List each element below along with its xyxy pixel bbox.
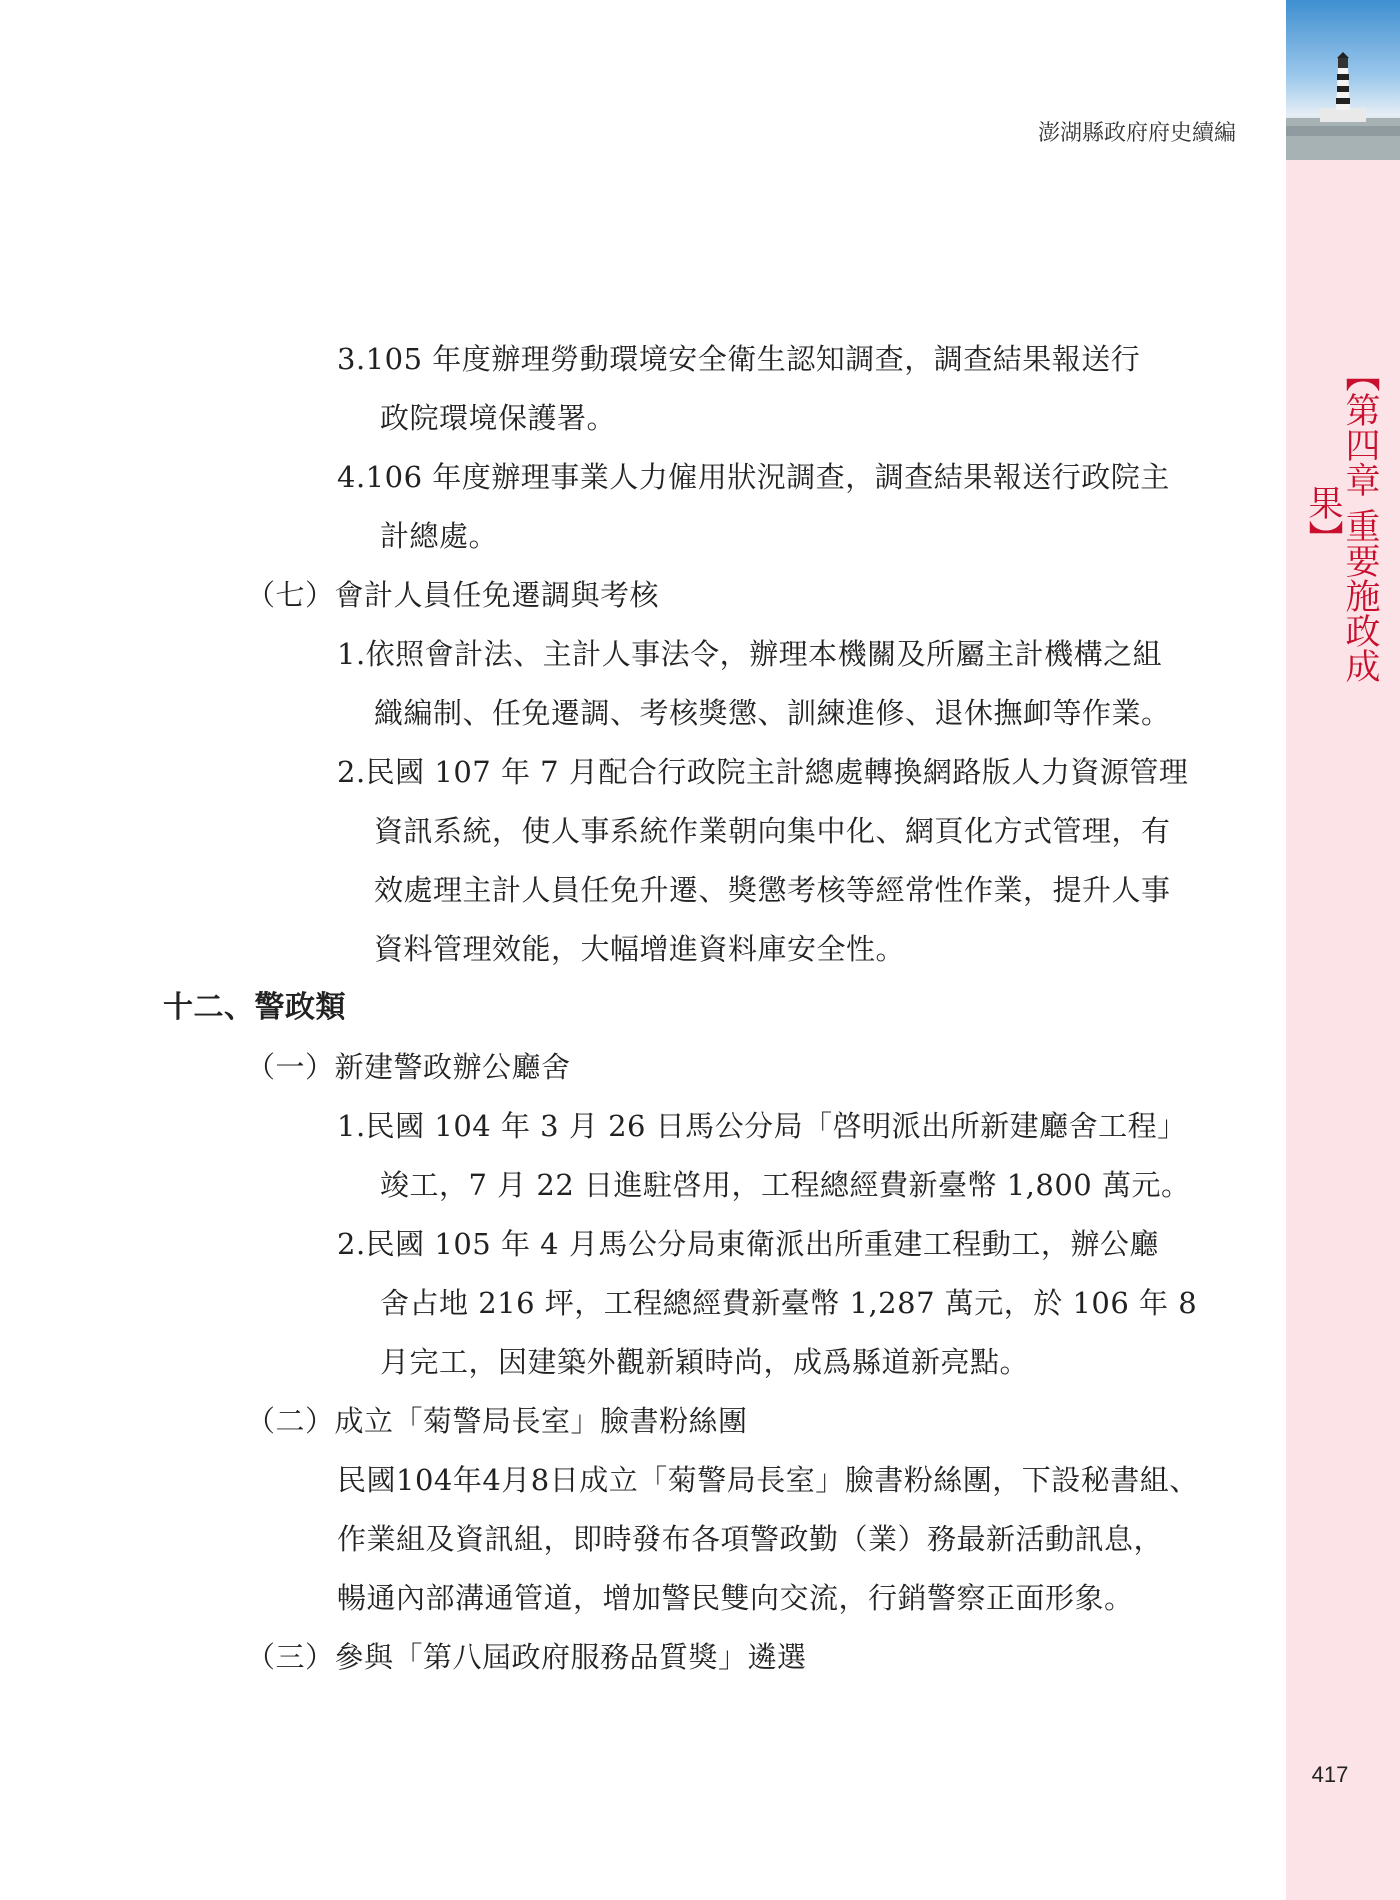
- text-line: 政院環境保護署。: [380, 401, 617, 435]
- text-line: 月完工，因建築外觀新穎時尚，成爲縣道新亮點。: [380, 1345, 1030, 1379]
- text-line: 效處理主計人員任免升遷、獎懲考核等經常性作業，提升人事: [374, 873, 1171, 907]
- running-head: 澎湖縣政府府史續編: [1037, 121, 1236, 146]
- text-line: 織編制、任免遷調、考核獎懲、訓練進修、退休撫卹等作業。: [374, 696, 1171, 730]
- section-heading: （三）參與「第八屆政府服務品質獎」遴選: [246, 1640, 807, 1674]
- text-line: 舍占地 216 坪，工程總經費新臺幣 1,287 萬元，於 106 年 8: [380, 1286, 1198, 1320]
- page-number: 417: [1311, 1762, 1349, 1787]
- text-line: 2.民國 105 年 4 月馬公分局東衛派出所重建工程動工，辦公廳: [337, 1227, 1159, 1261]
- section-heading: （二）成立「菊警局長室」臉書粉絲團: [246, 1404, 748, 1438]
- text-line: 作業組及資訊組，即時發布各項警政勤（業）務最新活動訊息，: [337, 1522, 1164, 1556]
- chapter-section-heading: 十二、警政類: [163, 990, 346, 1025]
- text-line: 3.105 年度辦理勞動環境安全衛生認知調查，調查結果報送行: [337, 342, 1141, 376]
- text-line: 資訊系統，使人事系統作業朝向集中化、網頁化方式管理，有: [374, 814, 1171, 848]
- text-line: 計總處。: [380, 519, 499, 553]
- text-line: 2.民國 107 年 7 月配合行政院主計總處轉換網路版人力資源管理: [337, 755, 1189, 789]
- text-line: 1.依照會計法、主計人事法令，辦理本機關及所屬主計機構之組: [337, 637, 1163, 671]
- text-line: 民國104年4月8日成立「菊警局長室」臉書粉絲團，下設秘書組、: [337, 1463, 1199, 1497]
- chapter-tab: 【第四章 重要施政成果】: [1303, 356, 1380, 684]
- text-line: 1.民國 104 年 3 月 26 日馬公分局「啓明派出所新建廳舍工程」: [337, 1109, 1187, 1143]
- text-line: 竣工，7 月 22 日進駐啓用，工程總經費新臺幣 1,800 萬元。: [380, 1168, 1191, 1202]
- text-line: 暢通內部溝通管道，增加警民雙向交流，行銷警察正面形象。: [337, 1581, 1134, 1615]
- text-line: 4.106 年度辦理事業人力僱用狀況調查，調查結果報送行政院主: [337, 460, 1170, 494]
- section-heading: （一）新建警政辦公廳舍: [246, 1050, 571, 1084]
- lighthouse-photo: [1286, 0, 1400, 160]
- side-band: [1286, 0, 1400, 1900]
- text-line: 資料管理效能，大幅增進資料庫安全性。: [374, 932, 906, 966]
- section-heading: （七）會計人員任免遷調與考核: [246, 578, 660, 612]
